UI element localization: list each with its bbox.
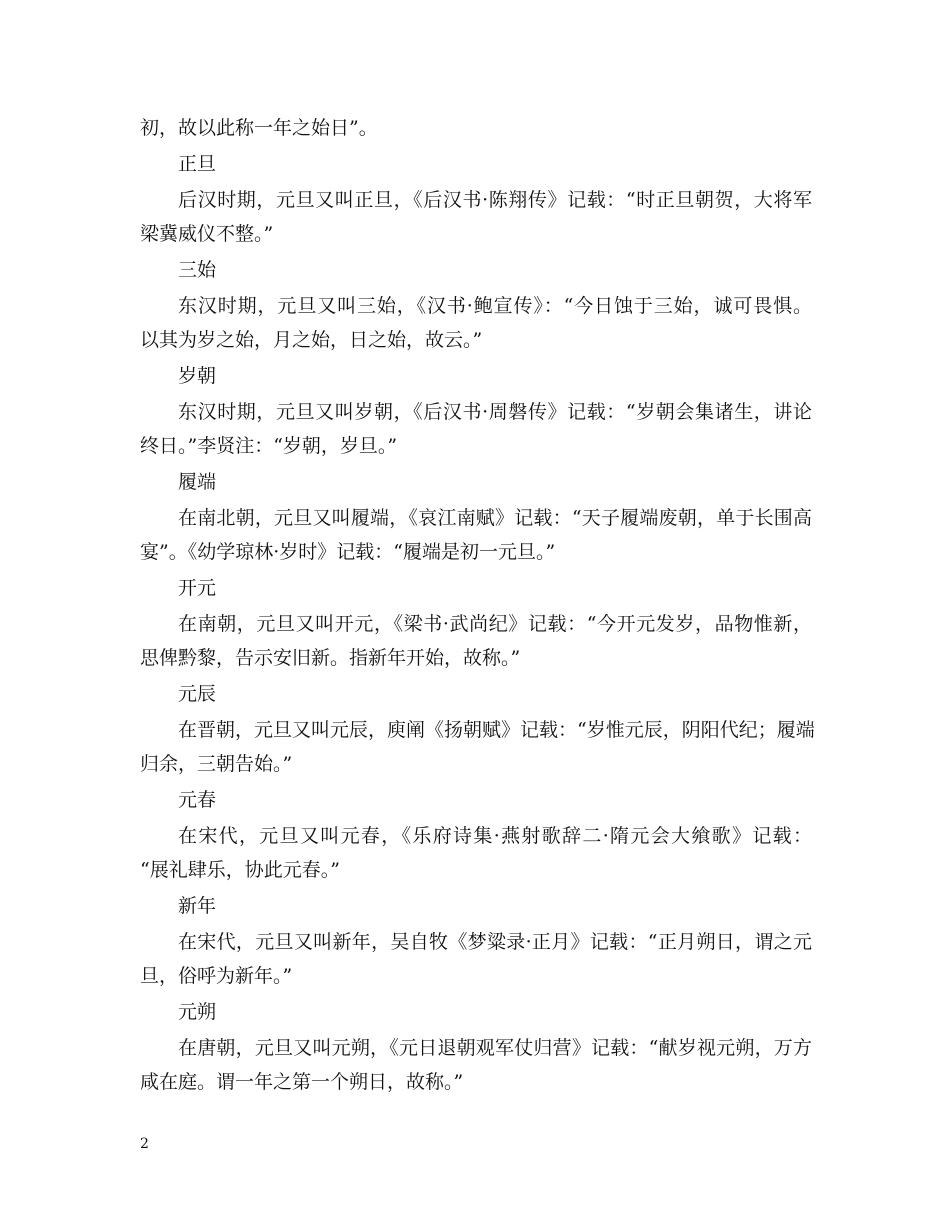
paragraph xyxy=(140,294,812,352)
text-line: 咸在庭。谓一年之第一个朔日，故称。” xyxy=(140,1071,464,1093)
text-line: 在唐朝，元旦又叫元朔，《元日退朝观军仗归营》记载：“献岁视元朔，万方 xyxy=(178,1037,812,1059)
text-line: 在宋代，元旦又叫新年，吴自牧《梦粱录·正月》记载：“正月朔日，谓之元 xyxy=(178,931,812,953)
text-line: 岁朝 xyxy=(178,365,217,387)
section-heading xyxy=(140,788,812,812)
paragraph xyxy=(140,116,812,140)
paragraph xyxy=(140,718,815,776)
text-line: “展礼肆乐，协此元春。” xyxy=(140,859,340,881)
section-heading xyxy=(140,576,812,600)
text-line: 思俾黔黎，告示安旧新。指新年开始，故称。” xyxy=(140,647,521,669)
text-line: 东汉时期，元旦又叫三始，《汉书·鲍宣传》：“今日蚀于三始，诚可畏惧。 xyxy=(178,295,812,317)
section-heading xyxy=(140,682,812,706)
paragraph xyxy=(140,506,812,564)
text-line: 三始 xyxy=(178,259,217,281)
text-line: 梁冀威仪不整。” xyxy=(140,223,274,245)
paragraph xyxy=(140,400,812,458)
text-line: 宴”。《幼学琼林·岁时》记载：“履端是初一元旦。” xyxy=(140,541,556,563)
document-body xyxy=(140,116,815,1106)
text-line: 终日。”李贤注：“岁朝，岁旦。” xyxy=(140,435,398,457)
section-heading xyxy=(140,1000,812,1024)
page-number: 2 xyxy=(140,1136,149,1152)
text-line: 在南北朝，元旦又叫履端，《哀江南赋》记载：“天子履端废朝，单于长围高 xyxy=(178,507,812,529)
text-line: 在宋代，元旦又叫元春，《乐府诗集·燕射歌辞二·隋元会大飨歌》记载： xyxy=(178,825,812,847)
text-line: 在南朝，元旦又叫开元，《梁书·武尚纪》记载：“今开元发岁，品物惟新， xyxy=(178,613,812,635)
section-heading xyxy=(140,470,812,494)
text-line: 初，故以此称一年之始日”。 xyxy=(140,117,378,139)
paragraph xyxy=(140,1036,812,1094)
paragraph xyxy=(140,612,812,670)
text-line: 在晋朝，元旦又叫元辰，庾阐《扬朝赋》记载：“岁惟元辰，阴阳代纪；履端 xyxy=(178,719,815,741)
text-line: 开元 xyxy=(178,577,217,599)
text-line: 新年 xyxy=(178,895,217,917)
text-line: 归余，三朝告始。” xyxy=(140,753,293,775)
section-heading xyxy=(140,894,812,918)
section-heading xyxy=(140,258,812,282)
text-line: 后汉时期，元旦又叫正旦，《后汉书·陈翔传》记载：“时正旦朝贺，大将军 xyxy=(178,189,812,211)
paragraph xyxy=(140,824,812,882)
paragraph xyxy=(140,188,812,246)
text-line: 以其为岁之始，月之始，日之始，故云。” xyxy=(140,329,483,351)
text-line: 旦，俗呼为新年。” xyxy=(140,965,293,987)
section-heading xyxy=(140,364,812,388)
paragraph xyxy=(140,930,812,988)
text-line: 元春 xyxy=(178,789,217,811)
text-line: 履端 xyxy=(178,471,217,493)
text-line: 元朔 xyxy=(178,1001,217,1023)
section-heading xyxy=(140,152,812,176)
text-line: 元辰 xyxy=(178,683,217,705)
text-line: 正旦 xyxy=(178,153,217,175)
text-line: 东汉时期，元旦又叫岁朝，《后汉书·周磐传》记载：“岁朝会集诸生，讲论 xyxy=(178,401,812,423)
